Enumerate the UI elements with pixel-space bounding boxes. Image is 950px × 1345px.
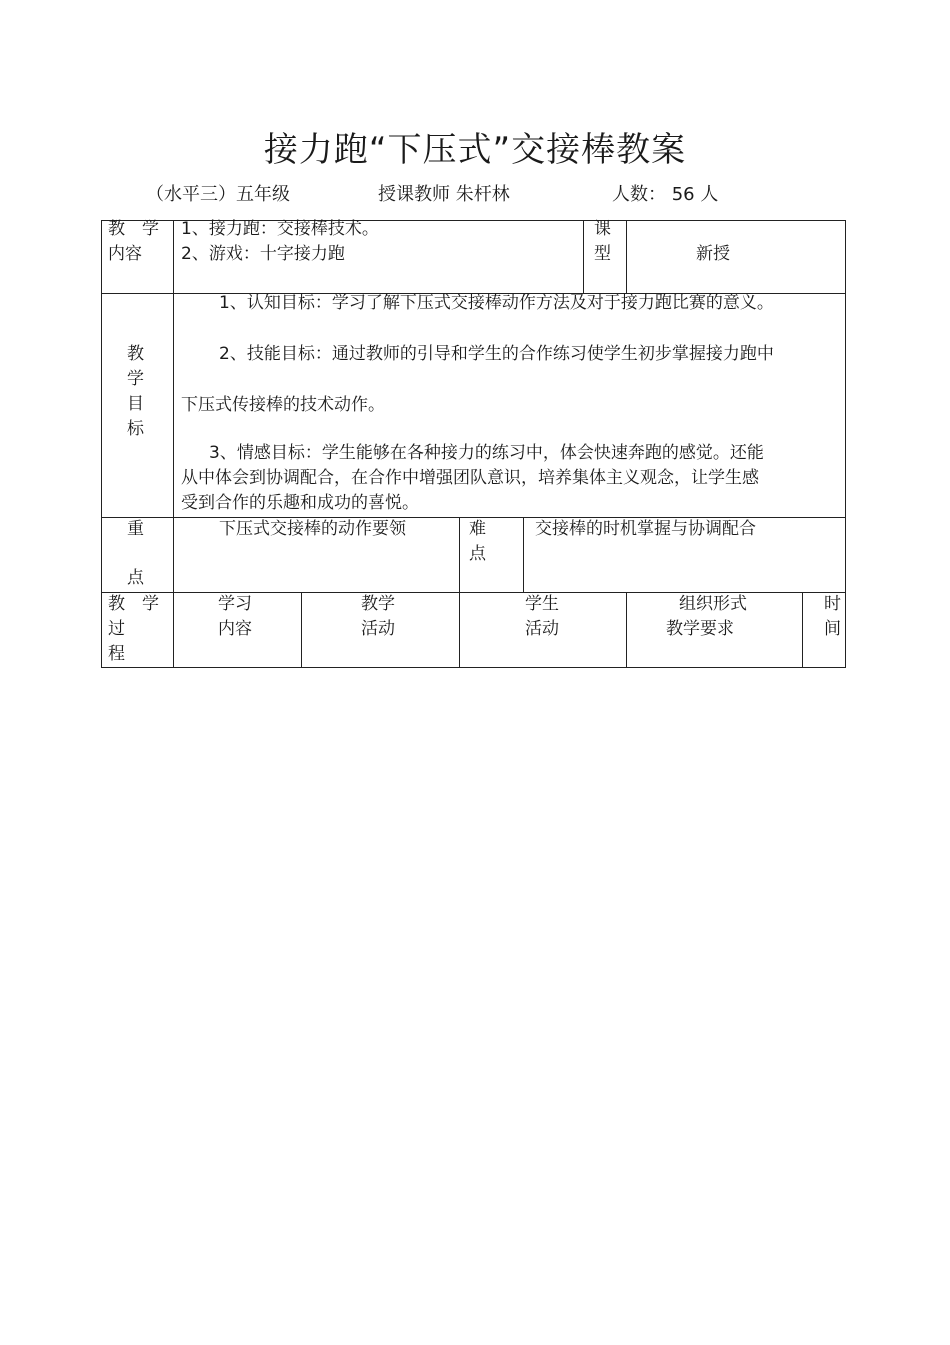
type-left-line xyxy=(583,220,584,294)
process-col-time xyxy=(824,592,841,642)
goal-label-char: 学 xyxy=(127,369,144,389)
diff-label xyxy=(469,517,486,567)
content-label xyxy=(108,217,159,267)
process-line-2 xyxy=(459,592,460,668)
goal-line: 从中体会到协调配合，在合作中增强团队意识，培养集体主义观念，让学生感 xyxy=(181,468,759,488)
diff-value: 交接棒的时机掌握与协调配合 xyxy=(535,519,756,539)
goal-line: 3、情感目标：学生能够在各种接力的练习中，体会快速奔跑的感觉。还能 xyxy=(209,443,764,463)
table-border-right xyxy=(845,220,846,668)
goal-line: 受到合作的乐趣和成功的喜悦。 xyxy=(181,493,419,513)
diff-label-char: 点 xyxy=(469,544,486,564)
process-line-1 xyxy=(301,592,302,668)
content-label-line: 内容 xyxy=(108,244,142,264)
goal-line: 下压式传接棒的技术动作。 xyxy=(181,395,385,415)
type-label xyxy=(594,217,611,267)
type-label-line: 型 xyxy=(594,244,611,264)
process-col-line: 教学 xyxy=(361,594,395,614)
key-label-char: 点 xyxy=(127,568,144,588)
content-item: 2、游戏：十字接力跑 xyxy=(181,244,345,264)
label-column-line xyxy=(173,220,174,668)
goal-label-char: 教 xyxy=(127,344,144,364)
goal-line: 2、技能目标：通过教师的引导和学生的合作练习使学生初步掌握接力跑中 xyxy=(219,344,774,364)
process-col-content xyxy=(218,592,252,642)
process-label-line: 过 xyxy=(108,619,125,639)
process-label-line: 教 学 xyxy=(108,594,159,614)
process-label-line: 程 xyxy=(108,644,125,664)
type-right-line xyxy=(626,220,627,294)
document-title: 接力跑“下压式”交接棒教案 xyxy=(263,130,687,170)
diff-left-line xyxy=(459,517,460,593)
goal-label-char: 目 xyxy=(127,394,144,414)
process-col-teacher xyxy=(361,592,395,642)
goal-label xyxy=(127,342,144,442)
grade-level: （水平三）五年级 xyxy=(146,184,290,205)
process-col-line: 学生 xyxy=(525,594,559,614)
process-line-4 xyxy=(802,592,803,668)
content-label-line: 教 学 xyxy=(108,219,159,239)
diff-label-char: 难 xyxy=(469,519,486,539)
process-label xyxy=(108,592,159,667)
key-label-char: 重 xyxy=(127,519,144,539)
process-col-line: 活动 xyxy=(525,619,559,639)
key-label xyxy=(127,517,144,591)
process-col-line: 间 xyxy=(824,619,841,639)
process-col-line: 内容 xyxy=(218,619,252,639)
student-count: 人数： 56 人 xyxy=(612,184,719,205)
process-col-organization xyxy=(666,592,747,642)
process-col-line: 组织形式 xyxy=(679,594,747,614)
table-border-left xyxy=(101,220,102,668)
process-col-line: 时 xyxy=(824,594,841,614)
goal-label-char: 标 xyxy=(127,419,144,439)
goal-line: 1、认知目标：学习了解下压式交接棒动作方法及对于接力跑比赛的意义。 xyxy=(219,293,774,313)
diff-right-line xyxy=(523,517,524,593)
table-border-bottom xyxy=(101,667,846,668)
process-col-line: 活动 xyxy=(361,619,395,639)
type-label-line: 课 xyxy=(594,219,611,239)
process-line-3 xyxy=(626,592,627,668)
process-col-line: 教学要求 xyxy=(666,619,734,639)
content-item: 1、接力跑：交接棒技术。 xyxy=(181,219,379,239)
key-value: 下压式交接棒的动作要领 xyxy=(219,519,406,539)
process-col-student xyxy=(525,592,559,642)
content-items xyxy=(181,217,379,267)
teacher-name: 授课教师 朱杆林 xyxy=(378,184,510,205)
process-col-line: 学习 xyxy=(218,594,252,614)
type-value: 新授 xyxy=(696,244,730,264)
